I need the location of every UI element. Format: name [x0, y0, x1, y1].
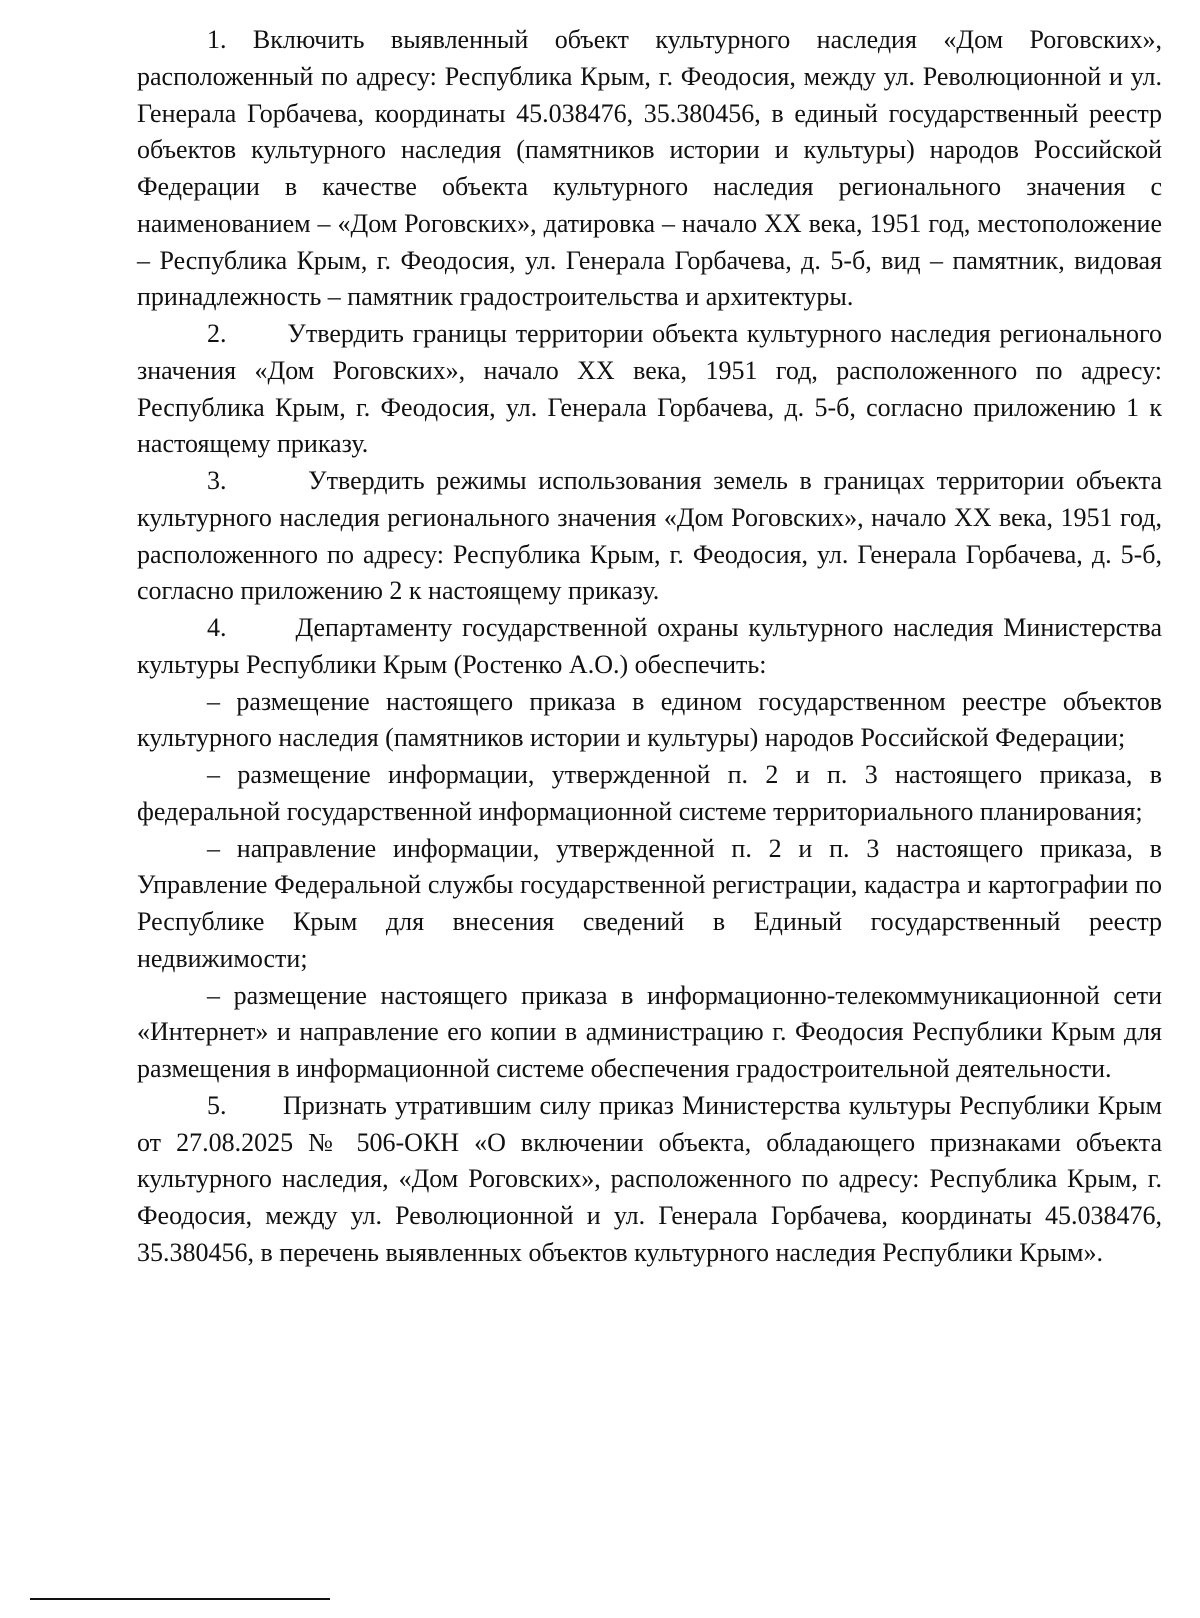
paragraph-text: Утвердить режимы использования земель в границах территории объекта культурного наследия регионального значения «Дом Роговских», начало XX века, 1951 год, расположенного по адресу: Республика Крым, г. Феодосия, ул. Генерала Горбачева, д. 5-б, согласно приложению 2 к настоящему приказу.: [137, 466, 1163, 606]
paragraph-item-4-c: – направление информации, утвержденной п. 2 и п. 3 настоящего приказа, в Управление Федеральной службы государственной регистрации, кадастра и картографии по Республике Крым для внесения сведений в Единый государственный реестр недвижимости;: [137, 833, 1162, 973]
paragraph-item-2: [137, 316, 1162, 463]
paragraph-item-4: [137, 610, 1162, 684]
paragraph-text: Включить выявленный объект культурного наследия «Дом Роговских», расположенный по адресу: Республика Крым, г. Феодосия, между ул. Революционной и ул. Генерала Горбачева, координаты 45.038476, 35.380456, в единый государственный реестр объектов культурного наследия (памятников истории и культуры) народов Российской Федерации в качестве объекта культурного наследия регионального значения с наименованием – «Дом Роговских», датировка – начало XX века, 1951 год, местоположение – Республика Крым, г. Феодосия, ул. Генерала Горбачева, д. 5-б, вид – памятник, видовая принадлежность – памятник градостроительства и архитектуры.: [137, 25, 1162, 312]
paragraph-item-3: [137, 463, 1162, 610]
paragraph-number: 5.: [207, 1090, 227, 1120]
paragraph-text: Признать утратившим силу приказ Министерства культуры Республики Крым от 27.08.2025 № 506-ОКН «О включении объекта, обладающего признаками объекта культурного наследия, «Дом Роговских», расположенного по адресу: Республика Крым, г. Феодосия, между ул. Революционной и ул. Генерала Горбачева, координаты 45.038476, 35.380456, в перечень выявленных объектов культурного наследия Республики Крым».: [137, 1090, 1162, 1267]
paragraph-item-5: [137, 1088, 1162, 1272]
paragraph-text: Департаменту государственной охраны культурного наследия Министерства культуры Республики Крым (Ростенко А.О.) обеспечить:: [137, 613, 1162, 679]
document-body: [137, 22, 1162, 1272]
paragraph-text: Утвердить границы территории объекта культурного наследия регионального значения «Дом Роговских», начало XX века, 1951 год, расположенного по адресу: Республика Крым, г. Феодосия, ул. Генерала Горбачева, д. 5-б, согласно приложению 1 к настоящему приказу.: [137, 319, 1162, 459]
paragraph-item-4-a: – размещение настоящего приказа в едином государственном реестре объектов культурного наследия (памятников истории и культуры) народов Российской Федерации;: [137, 686, 1162, 753]
footnote-separator-line: [30, 1598, 330, 1600]
paragraph-item-4-b: – размещение информации, утвержденной п. 2 и п. 3 настоящего приказа, в федеральной государственной информационной системе территориального планирования;: [137, 760, 1162, 826]
paragraph-item-4-d: – размещение настоящего приказа в информационно-телекоммуникационной сети «Интернет» и направление его копии в администрацию г. Феодосия Республики Крым для размещения в информационной системе обеспечения градостроительной деятельности.: [137, 980, 1162, 1083]
paragraph-number: 2.: [207, 319, 227, 348]
paragraph-number: 4.: [207, 613, 227, 642]
paragraph-number: 1.: [207, 25, 227, 54]
paragraph-number: 3.: [207, 466, 227, 495]
paragraph-item-1: [137, 22, 1162, 316]
